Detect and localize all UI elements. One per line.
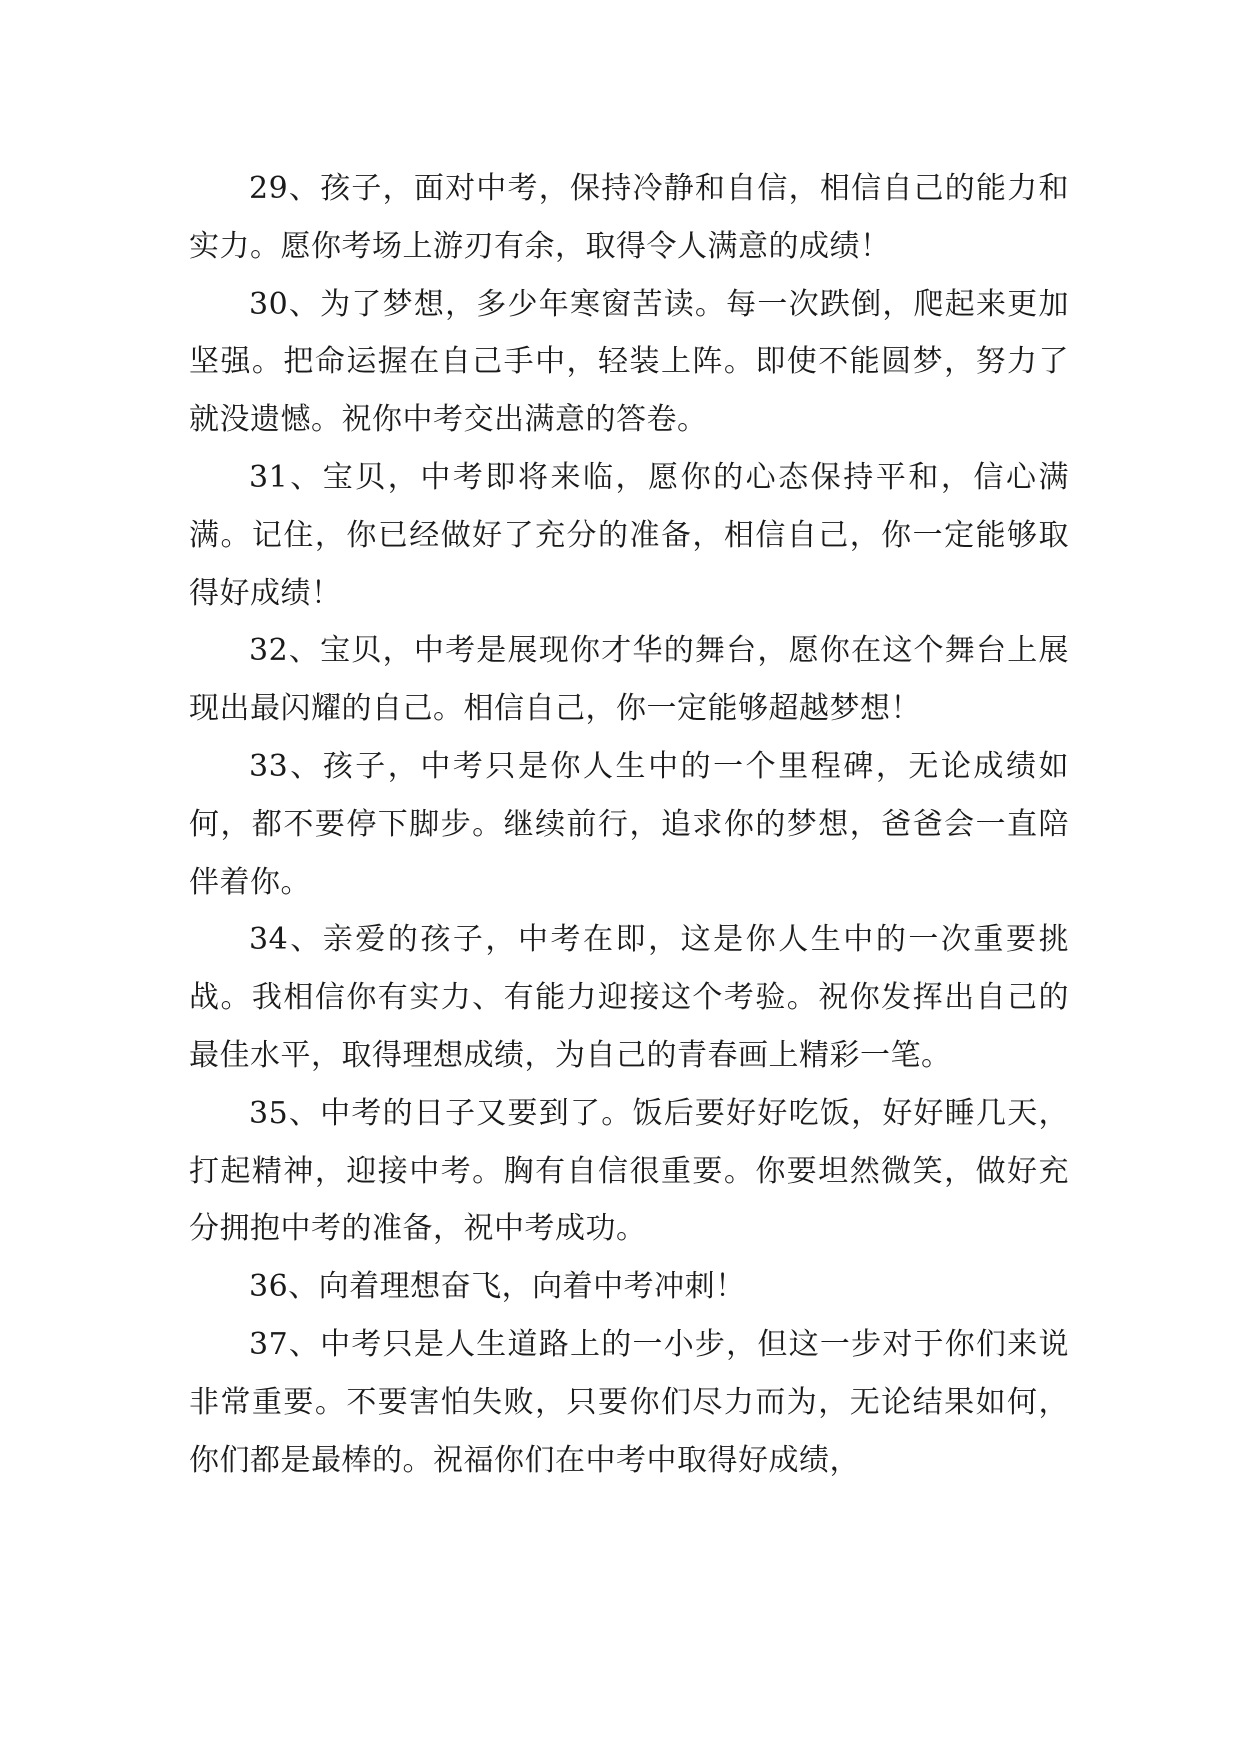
paragraph-31: 31、宝贝，中考即将来临，愿你的心态保持平和，信心满满。记住，你已经做好了充分的准备，相信自己，你一定能够取得好成绩！ bbox=[189, 459, 1069, 611]
paragraph-30: 30、为了梦想，多少年寒窗苦读。每一次跌倒，爬起来更加坚强。把命运握在自己手中，轻装上阵。即使不能圆梦，努力了就没遗憾。祝你中考交出满意的答卷。 bbox=[189, 286, 1069, 438]
paragraph-34: 34、亲爱的孩子，中考在即，这是你人生中的一次重要挑战。我相信你有实力、有能力迎接这个考验。祝你发挥出自己的最佳水平，取得理想成绩，为自己的青春画上精彩一笔。 bbox=[189, 922, 1069, 1073]
paragraph-36: 36、向着理想奋飞，向着中考冲刺！ bbox=[249, 1269, 746, 1305]
paragraph-33: 33、孩子，中考只是你人生中的一个里程碑，无论成绩如何，都不要停下脚步。继续前行，追求你的梦想，爸爸会一直陪伴着你。 bbox=[189, 748, 1069, 900]
paragraph-29: 29、孩子，面对中考，保持冷静和自信，相信自己的能力和实力。愿你考场上游刃有余，取得令人满意的成绩！ bbox=[189, 171, 1069, 264]
paragraph-35: 35、中考的日子又要到了。饭后要好好吃饭，好好睡几天，打起精神，迎接中考。胸有自信很重要。你要坦然微笑，做好充分拥抱中考的准备，祝中考成功。 bbox=[189, 1095, 1069, 1247]
document-body bbox=[189, 160, 1069, 1489]
paragraph-37: 37、中考只是人生道路上的一小步，但这一步对于你们来说非常重要。不要害怕失败，只要你们尽力而为，无论结果如何，你们都是最棒的。祝福你们在中考中取得好成绩， bbox=[189, 1326, 1069, 1478]
paragraph-32: 32、宝贝，中考是展现你才华的舞台，愿你在这个舞台上展现出最闪耀的自己。相信自己，你一定能够超越梦想！ bbox=[189, 633, 1069, 727]
